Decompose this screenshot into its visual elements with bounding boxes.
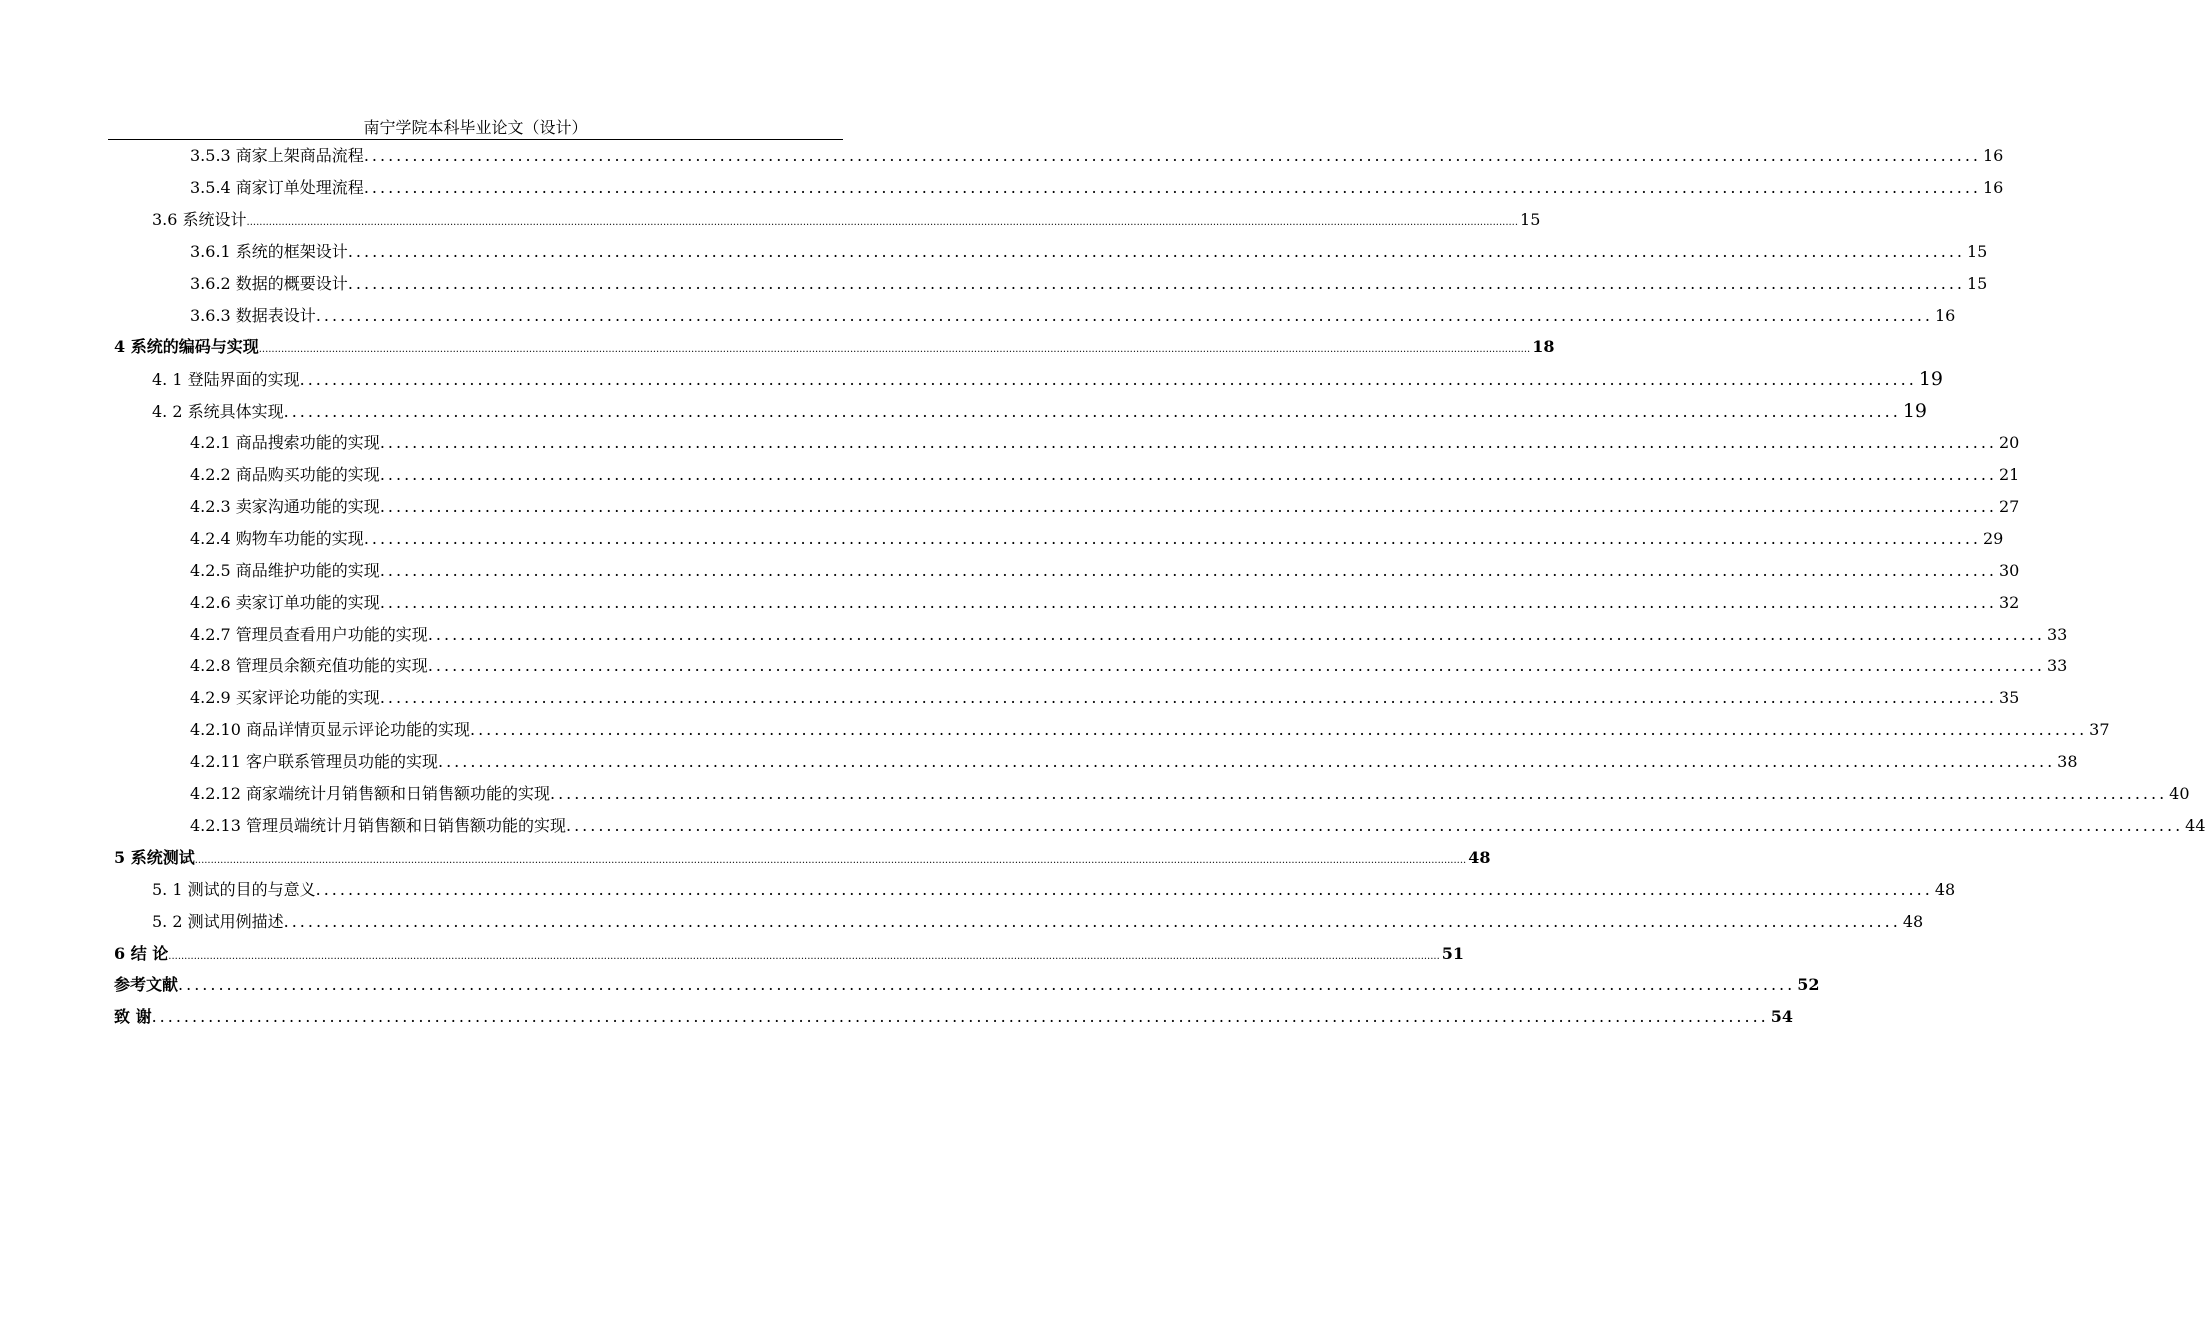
toc-entry[interactable]	[152, 874, 1956, 906]
toc-dot-leader: ........................................................................................................................................................................................................	[379, 433, 1997, 453]
toc-entry-page-number: 29	[1983, 528, 2004, 548]
toc-entry[interactable]	[190, 427, 2020, 459]
toc-entry-page-number: 48	[1934, 879, 1956, 899]
toc-entry-label: 5. 2 测试用例描述	[152, 911, 284, 931]
toc-dot-leader: ........................................................................................................................................................................................................	[347, 273, 1965, 293]
toc-entry[interactable]	[190, 491, 2020, 523]
toc-entry[interactable]	[190, 300, 1956, 332]
toc-entry[interactable]	[190, 682, 2020, 714]
toc-entry-page-number: 33	[2047, 656, 2068, 676]
toc-entry-label: 4.2.13 管理员端统计月销售额和日销售额功能的实现	[190, 815, 566, 835]
toc-entry-label: 3.5.4 商家订单处理流程	[190, 177, 364, 197]
toc-entry-label: 4.2.8 管理员余额充值功能的实现	[190, 656, 428, 676]
toc-entry-label: 5. 1 测试的目的与意义	[152, 879, 316, 899]
toc-entry[interactable]	[114, 1001, 1794, 1033]
toc-dot-leader: ........................................................................................................................................................................................................	[379, 560, 1997, 580]
toc-entry[interactable]	[152, 395, 1927, 427]
toc-dot-leader: ........................................................................................................................................................................................................	[469, 720, 2088, 740]
toc-entry-page-number: 15	[1967, 273, 1988, 293]
toc-entry[interactable]	[190, 587, 2020, 619]
toc-dot-leader: ........................................................................................................................................................................................................	[565, 815, 2184, 835]
toc-entry-label: 参考文献	[114, 975, 179, 995]
toc-entry-page-number: 15	[1967, 241, 1988, 261]
toc-entry-page-number: 44	[2185, 815, 2206, 835]
toc-dot-leader: ........................................................................................................................................................................................................	[427, 656, 2045, 676]
toc-entry-page-number: 52	[1797, 975, 1820, 995]
toc-entry[interactable]	[114, 842, 1491, 874]
toc-entry[interactable]	[190, 746, 2078, 778]
toc-entry-page-number: 37	[2089, 720, 2110, 740]
toc-dot-leader: ........................................................................................................................................................................................................	[347, 241, 1965, 261]
toc-dot-leader: ........................................................................................................................................................................................................	[151, 1007, 1769, 1027]
toc-entry-page-number: 15	[1520, 209, 1541, 229]
toc-dot-leader: ........................................................................................................................................................................................................	[315, 879, 1933, 899]
toc-dot-leader: ........................................................................................................................................................................................................	[379, 688, 1997, 708]
toc-entry-label: 4.2.9 买家评论功能的实现	[190, 688, 380, 708]
toc-dot-leader: ................................................................................................................................................................................................................................................................................................................................................................................................................	[258, 344, 1531, 356]
toc-entry-page-number: 19	[1918, 368, 1943, 391]
toc-entry-label: 6 结 论	[114, 943, 169, 963]
toc-dot-leader: ........................................................................................................................................................................................................	[363, 146, 1981, 165]
toc-entry-label: 3.6.3 数据表设计	[190, 305, 316, 325]
toc-entry-page-number: 16	[1935, 305, 1956, 325]
toc-entry-label: 4.2.12 商家端统计月销售额和日销售额功能的实现	[190, 784, 550, 803]
toc-dot-leader: ........................................................................................................................................................................................................	[283, 402, 1901, 422]
toc-entry-label: 4.2.2 商品购买功能的实现	[190, 465, 380, 484]
toc-dot-leader: ................................................................................................................................................................................................................................................................................................................................................................................................................	[246, 216, 1519, 228]
toc-entry-label: 4 系统的编码与实现	[114, 337, 259, 357]
toc-entry-page-number: 19	[1902, 400, 1927, 423]
toc-entry-page-number: 20	[1999, 433, 2020, 453]
toc-entry-page-number: 35	[1999, 688, 2020, 708]
toc-entry-page-number: 18	[1532, 337, 1555, 357]
toc-dot-leader: ........................................................................................................................................................................................................	[427, 624, 2045, 644]
toc-entry[interactable]	[190, 714, 2110, 746]
toc-entry-label: 4.2.1 商品搜索功能的实现	[190, 433, 380, 453]
toc-entry-label: 3.6.1 系统的框架设计	[190, 241, 348, 261]
toc-entry-label: 4.2.10 商品详情页显示评论功能的实现	[190, 720, 470, 740]
toc-entry[interactable]	[190, 810, 2206, 842]
toc-entry[interactable]	[190, 778, 2190, 810]
toc-entry[interactable]	[114, 331, 1555, 363]
toc-entry-page-number: 32	[1999, 592, 2020, 612]
toc-entry[interactable]	[152, 906, 1924, 938]
toc-entry-label: 4.2.11 客户联系管理员功能的实现	[190, 752, 438, 772]
toc-entry[interactable]	[152, 204, 1541, 236]
toc-entry-label: 4.2.7 管理员查看用户功能的实现	[190, 624, 428, 644]
toc-dot-leader: ........................................................................................................................................................................................................	[363, 177, 1981, 197]
toc-entry-page-number: 21	[1999, 465, 2020, 484]
toc-dot-leader: ........................................................................................................................................................................................................	[178, 975, 1796, 995]
toc-entry[interactable]	[190, 268, 1988, 300]
toc-entry[interactable]	[114, 938, 1465, 970]
toc-entry[interactable]	[190, 555, 2020, 587]
toc-entry-page-number: 16	[1983, 177, 2004, 197]
toc-dot-leader: ........................................................................................................................................................................................................	[315, 305, 1933, 325]
toc-entry-page-number: 33	[2047, 624, 2068, 644]
toc-entry-label: 4. 1 登陆界面的实现	[152, 370, 300, 390]
toc-entry[interactable]	[190, 236, 1988, 268]
toc-entry-label: 4.2.5 商品维护功能的实现	[190, 560, 380, 580]
toc-entry-label: 4.2.3 卖家沟通功能的实现	[190, 496, 380, 516]
toc-entry-page-number: 38	[2057, 752, 2078, 772]
toc-entry-label: 5 系统测试	[114, 847, 195, 867]
toc-entry-page-number: 30	[1999, 560, 2020, 580]
toc-entry-page-number: 48	[1468, 847, 1491, 867]
toc-dot-leader: ........................................................................................................................................................................................................	[437, 752, 2056, 772]
toc-dot-leader: ........................................................................................................................................................................................................	[379, 592, 1997, 612]
toc-entry-label: 3.6.2 数据的概要设计	[190, 273, 348, 293]
toc-dot-leader: ................................................................................................................................................................................................................................................................................................................................................................................................................	[168, 950, 1440, 962]
toc-entry-page-number: 54	[1770, 1007, 1794, 1027]
toc-entry-label: 3.6 系统设计	[152, 209, 247, 229]
toc-entry-label: 4. 2 系统具体实现	[152, 402, 284, 422]
toc-entry-page-number: 27	[1999, 496, 2020, 516]
toc-entry-page-number: 48	[1902, 911, 1924, 931]
toc-dot-leader: ................................................................................................................................................................................................................................................................................................................................................................................................................	[194, 854, 1467, 866]
toc-entry-page-number: 40	[2169, 784, 2190, 803]
page-header: 南宁学院本科毕业论文（设计）	[108, 118, 843, 140]
toc-dot-leader: ........................................................................................................................................................................................................	[283, 911, 1901, 931]
toc-entry[interactable]	[190, 172, 2004, 204]
toc-entry-page-number: 51	[1441, 943, 1465, 963]
toc-entry-label: 4.2.4 购物车功能的实现	[190, 528, 364, 548]
toc-entry-label: 致 谢	[114, 1007, 152, 1027]
toc-entry[interactable]	[190, 523, 2004, 555]
toc-dot-leader: ........................................................................................................................................................................................................	[379, 465, 1997, 484]
toc-dot-leader: ........................................................................................................................................................................................................	[549, 784, 2168, 803]
toc-entry-label: 3.5.3 商家上架商品流程	[190, 146, 364, 165]
toc-dot-leader: ........................................................................................................................................................................................................	[363, 528, 1981, 548]
toc-entry-label: 4.2.6 卖家订单功能的实现	[190, 592, 380, 612]
toc-entry[interactable]	[190, 619, 2068, 651]
toc-entry[interactable]	[190, 459, 2020, 491]
toc-entry[interactable]	[152, 363, 1943, 395]
toc-entry[interactable]	[114, 969, 1820, 1001]
toc-dot-leader: ........................................................................................................................................................................................................	[299, 370, 1917, 390]
toc-entry[interactable]	[190, 140, 2004, 172]
toc-dot-leader: ........................................................................................................................................................................................................	[379, 496, 1997, 516]
toc-entry[interactable]	[190, 650, 2068, 682]
toc-entry-page-number: 16	[1983, 146, 2004, 165]
